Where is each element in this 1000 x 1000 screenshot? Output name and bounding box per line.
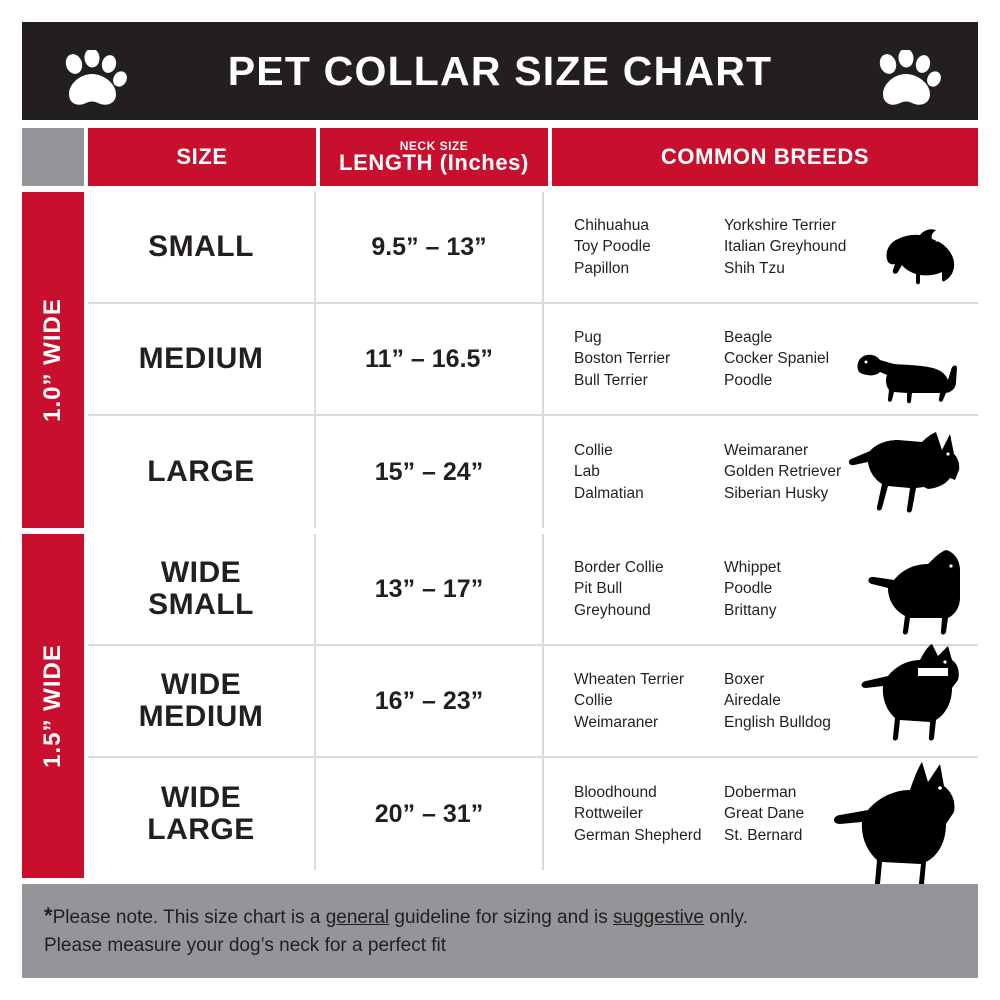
column-header-length [320, 128, 548, 186]
breed-item: Pug [574, 328, 602, 346]
pomeranian-silhouette-icon [858, 216, 968, 298]
row-size [88, 758, 316, 870]
breed-item: Bull Terrier [574, 371, 648, 389]
group-label-1-5-inch [22, 534, 84, 878]
breed-item: Collie [574, 692, 613, 710]
row-length: 15” – 24” [316, 416, 544, 528]
breed-item: Beagle [724, 328, 773, 346]
paw-icon [872, 50, 942, 110]
row-size-line1: WIDE [160, 667, 242, 701]
breed-column-2 [724, 327, 874, 391]
breed-column-1 [574, 669, 724, 733]
column-header-row [22, 128, 978, 186]
group-label-1-inch-text: 1.0” WIDE [39, 298, 67, 422]
breed-item: Bloodhound [574, 783, 657, 801]
table-row [88, 304, 978, 416]
row-size-line1: LARGE [147, 454, 255, 488]
row-breeds [544, 192, 978, 302]
breed-item: St. Bernard [724, 826, 803, 844]
row-size-line1: WIDE [160, 555, 242, 589]
breed-item: Poodle [724, 371, 773, 389]
breed-item: Siberian Husky [724, 484, 829, 502]
breed-item: Weimaraner [574, 713, 659, 731]
breed-item: Weimaraner [724, 441, 809, 459]
breed-item: Poodle [724, 580, 773, 598]
footer-line-2: Please measure your dog’s neck for a perfect fit [44, 934, 447, 956]
breed-column-1 [574, 782, 724, 846]
footer-underline-suggestive: suggestive [613, 907, 704, 928]
row-size-line2: MEDIUM [138, 700, 264, 733]
row-size [88, 646, 316, 756]
table-row [88, 416, 978, 528]
row-length: 9.5” – 13” [316, 192, 544, 302]
row-breeds [544, 304, 978, 414]
breed-column-1 [574, 215, 724, 279]
table-row [88, 534, 978, 646]
column-header-length-main: LENGTH (Inches) [339, 150, 529, 176]
breed-item: Great Dane [724, 805, 805, 823]
breed-item: Lab [574, 463, 600, 481]
footer-note [22, 884, 978, 978]
breed-item: Whippet [724, 558, 781, 576]
breed-item: Rottweiler [574, 805, 643, 823]
breed-column-1 [574, 327, 724, 391]
breed-column-2 [724, 557, 874, 621]
row-size-line1: WIDE [160, 780, 242, 814]
breed-item: Boxer [724, 670, 765, 688]
row-length: 20” – 31” [316, 758, 544, 870]
table-row [88, 646, 978, 758]
footer-line-1 [44, 900, 956, 932]
footer-text-c: only. [703, 907, 748, 928]
breed-item: Airedale [724, 692, 781, 710]
breed-item: English Bulldog [724, 713, 831, 731]
breed-item: Italian Greyhound [724, 238, 847, 256]
row-size [88, 304, 316, 414]
breed-column-1 [574, 557, 724, 621]
size-table-body [88, 192, 978, 870]
row-size-line2: LARGE [147, 813, 255, 846]
row-breeds [544, 758, 978, 870]
chart-header [22, 22, 978, 120]
breed-item: Pit Bull [574, 580, 623, 598]
page-title: PET COLLAR SIZE CHART [227, 47, 773, 94]
row-size-line1: SMALL [148, 229, 254, 263]
column-header-breeds: COMMON BREEDS [552, 128, 978, 186]
row-size [88, 534, 316, 644]
group-label-1-5-inch-text: 1.5” WIDE [39, 644, 67, 768]
breed-column-2 [724, 215, 874, 279]
row-size-line2: SMALL [148, 588, 254, 621]
breed-column-1 [574, 440, 724, 504]
row-length: 13” – 17” [316, 534, 544, 644]
breed-item: Yorkshire Terrier [724, 216, 836, 234]
breed-item: Greyhound [574, 601, 651, 619]
footer-text-a: Please note. This size chart is a [52, 907, 326, 928]
breed-item: Papillon [574, 259, 630, 277]
row-size [88, 192, 316, 302]
footer-asterisk: * [44, 903, 53, 928]
breed-item: Cocker Spaniel [724, 350, 830, 368]
breed-item: Wheaten Terrier [574, 670, 684, 688]
breed-column-2 [724, 440, 874, 504]
breed-item: Border Collie [574, 558, 664, 576]
row-size-line1: MEDIUM [138, 341, 264, 375]
breed-item: Chihuahua [574, 216, 649, 234]
table-row [88, 758, 978, 870]
column-header-size: SIZE [88, 128, 316, 186]
breed-item: Toy Poodle [574, 238, 651, 256]
footer-text-b: guideline for sizing and is [389, 907, 614, 928]
row-length: 11” – 16.5” [316, 304, 544, 414]
row-size [88, 416, 316, 528]
row-breeds [544, 646, 978, 756]
column-header-length-sublabel: NECK SIZE [399, 138, 469, 153]
footer-underline-general: general [325, 907, 390, 928]
breed-column-2 [724, 782, 874, 846]
group-label-1-inch [22, 192, 84, 528]
row-length: 16” – 23” [316, 646, 544, 756]
breed-item: Shih Tzu [724, 259, 785, 277]
table-row [88, 192, 978, 304]
paw-icon [58, 50, 128, 110]
breed-item: Dalmatian [574, 484, 644, 502]
breed-item: German Shepherd [574, 826, 702, 844]
breed-item: Brittany [724, 601, 777, 619]
row-breeds [544, 534, 978, 644]
row-breeds [544, 416, 978, 528]
breed-column-2 [724, 669, 874, 733]
breed-item: Doberman [724, 783, 797, 801]
breed-item: Boston Terrier [574, 350, 671, 368]
column-header-spacer [22, 128, 84, 186]
breed-item: Golden Retriever [724, 463, 842, 481]
breed-item: Collie [574, 441, 613, 459]
